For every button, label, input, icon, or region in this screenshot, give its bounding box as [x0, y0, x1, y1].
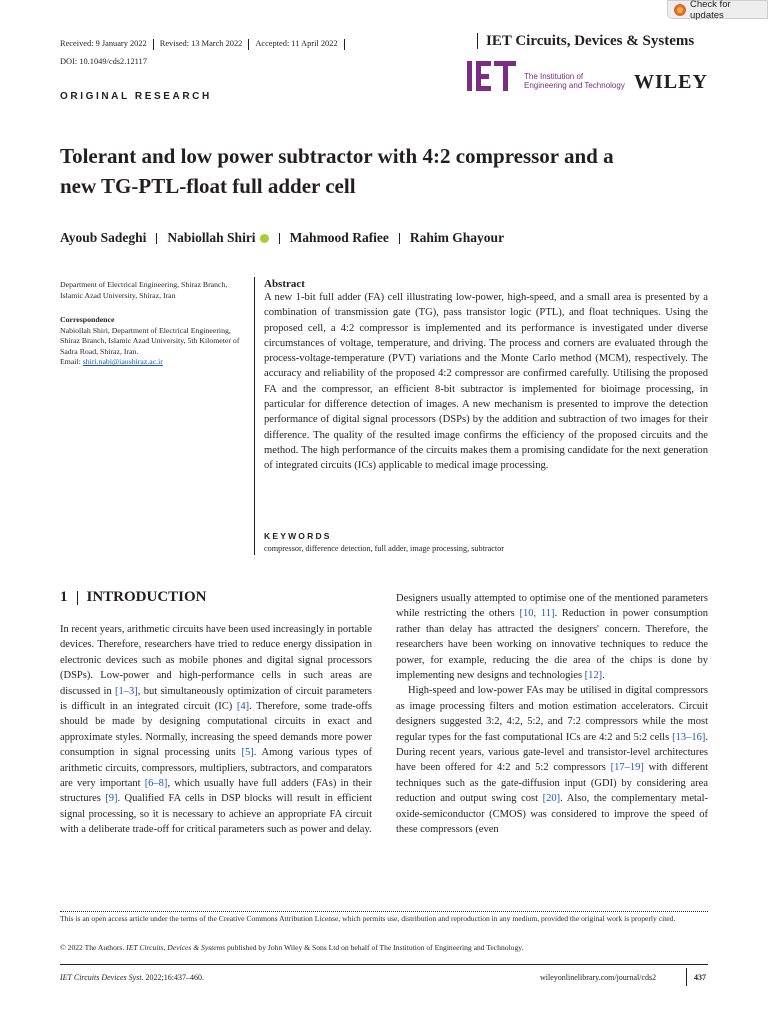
author-name[interactable]: Mahmood Rafiee: [289, 230, 389, 245]
paragraph: In recent years, arithmetic circuits have been used increasingly in portable devices. Therefore, researchers have tried to reduce energy dissipation in electronic devices such as mobile phones and digital signal processors (DSPs). Low-power and high-performance cells in such areas are discussed in [1–3], but simultaneously optimization of circuit parameters is difficult in an integrated circuit (IC) [4]. Therefore, some trade-offs should be made by designing computational circuits in exact and approximate styles. Normally, increasing the speed demands more power consumption in signal processing units [5]. Among various types of arithmetic circuits, compressors, multipliers, subtractors, and comparators are very important [6–8], which usually have full adders (FAs) in their structures [9]. Qualified FA cells in DSP blocks will result in efficient signal processing, so it is necessary to achieve an appropriate FA circuit with a deliberate trade-off for critical parameters such as power and delay.: [60, 624, 372, 836]
paragraph: Designers usually attempted to optimise one of the mentioned parameters while restricting the others [10, 11]. Reduction in power consumption rather than delay has attracted the designers' concern. Therefore, the researchers have been working on innovative techniques to reduce the power, for example, reducing the die area of the chips is done by implementing new designs and technologies [12].: [396, 593, 708, 682]
citation-link[interactable]: [17–19]: [610, 762, 644, 774]
check-for-updates-button[interactable]: [667, 0, 768, 19]
copyright-journal: IET Circuits, Devices & Systems: [126, 943, 226, 952]
journal-name: IET Circuits, Devices & Systems: [486, 33, 695, 49]
divider: [77, 591, 78, 605]
intro-right-column: [396, 591, 708, 838]
section-heading: [60, 589, 207, 606]
iet-tagline: [524, 72, 625, 90]
correspondence-text: Nabiollah Shiri, Department of Electrical Engineering, Shiraz Branch, Islamic Azad University, 5th Kilometer of Sadra Road, Shiraz, Iran.: [60, 325, 240, 356]
page-number: 437: [694, 973, 706, 982]
title-line-1: Tolerant and low power subtractor with 4:2 compressor and a: [60, 144, 614, 168]
divider: [156, 233, 157, 244]
author-name[interactable]: Ayoub Sadeghi: [60, 230, 147, 245]
orcid-icon[interactable]: [260, 234, 269, 243]
abstract-heading: Abstract: [264, 278, 305, 290]
divider: [153, 39, 154, 50]
license-note: This is an open access article under the terms of the Creative Commons Attribution License, which permits use, distribution and reproduction in any medium, provided the original work is properly cited.: [60, 914, 676, 923]
section-tag: ORIGINAL RESEARCH: [60, 91, 212, 102]
keywords-text: compressor, difference detection, full adder, image processing, subtractor: [264, 544, 504, 553]
iet-tagline-line2: Engineering and Technology: [524, 81, 625, 90]
citation-link[interactable]: [5]: [241, 747, 254, 759]
citation-link[interactable]: [1–3]: [115, 685, 138, 697]
section-title: INTRODUCTION: [86, 589, 207, 605]
footer-journal: IET Circuits Devices Syst.: [60, 973, 144, 982]
received-date: Received: 9 January 2022: [60, 39, 147, 48]
section-number: 1: [60, 589, 68, 605]
journal-header: [477, 32, 694, 50]
copyright-note: © 2022 The Authors. IET Circuits, Devices & Systems published by John Wiley & Sons Ltd on behalf of The Institution of Engineering and Technology.: [60, 943, 524, 952]
affiliation-block: [60, 280, 248, 368]
divider: [686, 968, 687, 986]
keywords-heading: KEYWORDS: [264, 531, 332, 541]
abstract-block: [264, 278, 708, 474]
article-title: [60, 141, 720, 201]
footer-url[interactable]: wileyonlinelibrary.com/journal/cds2: [540, 973, 657, 982]
iet-tagline-line1: The Institution of: [524, 72, 584, 81]
wiley-logo: WILEY: [634, 71, 708, 93]
doi: DOI: 10.1049/cds2.12117: [60, 57, 147, 66]
abstract-rule: [254, 277, 255, 555]
check-for-updates-label: Check for updates: [689, 0, 731, 21]
paragraph: High-speed and low-power FAs may be utilised in digital compressors as image processing filters and motion estimation accelerators. Circuit designers suggested 3:2, 4:2, 5:2, and 7:2 compressors while the most regular types for the fast computational ICs are 4:2 and 5:2 cells [13–16]. During recent years, various gate-level and transistor-level architectures have been offered for 4:2 and 5:2 compressors [17–19] with different techniques such as the gate-diffusion input (GDI) by considering area reduction and output swing cost [20]. Also, the complementary metal-oxide-semiconductor (CMOS) was considered to improve the speed of these compressors (even: [396, 685, 708, 836]
article-dates: [60, 38, 351, 50]
accepted-date: Accepted: 11 April 2022: [255, 39, 338, 48]
email-label: Email:: [60, 357, 81, 366]
citation-link[interactable]: [20]: [542, 793, 561, 805]
citation-link[interactable]: [10, 11]: [519, 608, 555, 620]
email-line: [60, 357, 248, 368]
title-line-2: new TG-PTL-float full adder cell: [60, 174, 356, 198]
divider: [279, 233, 280, 244]
citation-link[interactable]: [13–16]: [672, 731, 706, 743]
email-link[interactable]: shiri.nabi@iaushiraz.ac.ir: [82, 357, 163, 366]
citation-link[interactable]: [4]: [236, 701, 250, 713]
footer-rule: [60, 964, 708, 965]
divider: [344, 39, 345, 50]
author-name[interactable]: Nabiollah Shiri: [167, 230, 256, 245]
footnote-rule: [60, 911, 708, 912]
revised-date: Revised: 13 March 2022: [159, 39, 243, 48]
abstract-text: A new 1-bit full adder (FA) cell illustrating low-power, high-speed, and a small area is presented by a combination of transmission gate (TG), pass transistor logic (PTL), and float techniques. Using the proposed cell, a 4:2 compressor is implemented and its performance is investigated under diverse circumstances of voltage, temperature, and driving. The process and corners are evaluated through the process-voltage-temperature (PVT) variations and the Monte Carlo method (MCM), respectively. The accuracy and reliability of the proposed 4:2 compressor are confirmed carefully. Utilising the proposed FA and the compressor, an efficient 8-bit subtractor is implemented for bioimage processing, in particular for difference detection of images. A new mechanism is presented to improve the detection performance of digital signal processors (DSPs) by the addition and subtraction of two images for their difference. The quality of the resulted image confirms the efficiency of the proposed circuits and the method. The high performance of the circuits makes them a promising candidate for the next generation of integrated circuits (ICs) applicable to medical image processing.: [264, 292, 708, 472]
citation-link[interactable]: [12]: [584, 670, 603, 682]
crossmark-icon: [674, 4, 686, 16]
citation-link[interactable]: [9]: [105, 793, 118, 805]
divider: [399, 233, 400, 244]
affiliation: Department of Electrical Engineering, Shiraz Branch, Islamic Azad University, Shiraz, Iran: [60, 280, 228, 300]
correspondence-heading: Correspondence: [60, 315, 115, 324]
footer-citation: IET Circuits Devices Syst. 2022;16:437–460.: [60, 973, 204, 982]
divider: [248, 39, 249, 50]
iet-logo: [467, 61, 523, 91]
author-list: [60, 230, 504, 246]
author-name[interactable]: Rahim Ghayour: [409, 230, 505, 245]
intro-left-column: [60, 622, 372, 838]
citation-link[interactable]: [6–8]: [144, 778, 168, 790]
divider: [477, 33, 478, 49]
